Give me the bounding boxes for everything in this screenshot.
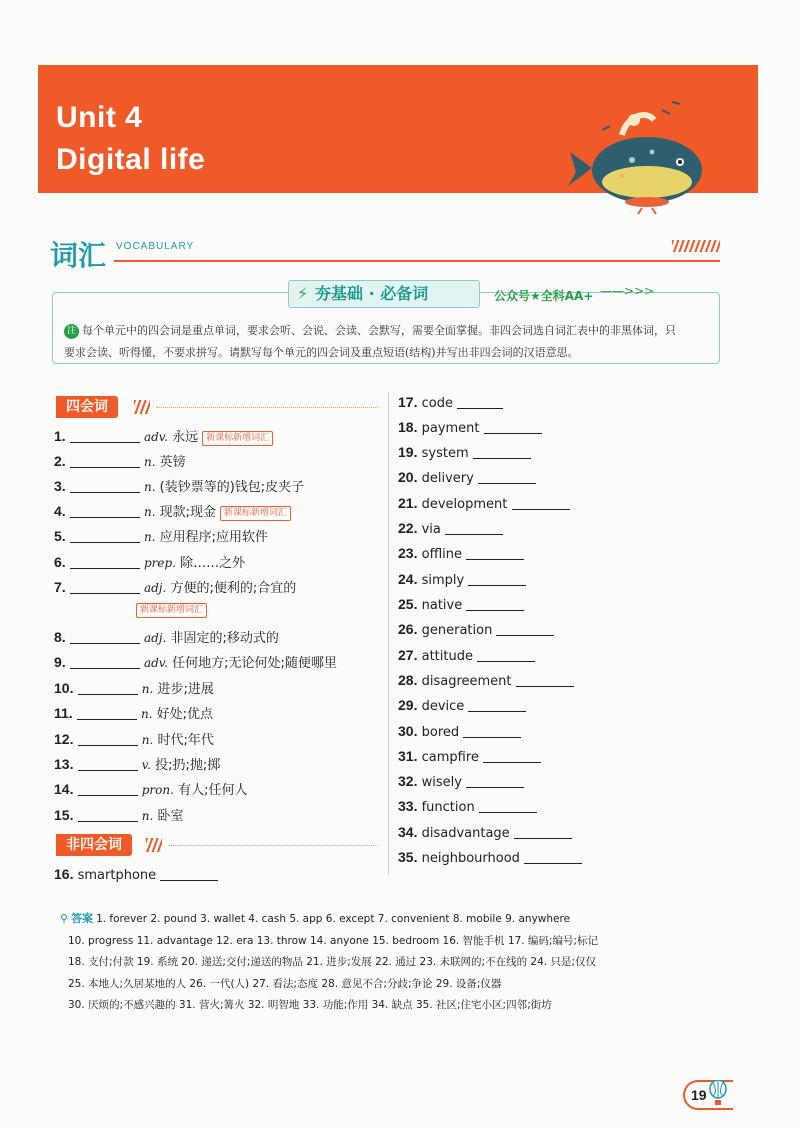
- new-word-stamp: 新课标新增词汇: [202, 431, 273, 446]
- vocab-entry: 8. adj. 非固定的;移动式的: [54, 629, 279, 646]
- instructions-line-2: 要求会读、听得懂，不要求拼写。请默写每个单元的四会词及重点短语(结构)并写出非四会词的汉语意思。: [64, 346, 579, 359]
- four-skill-words-header: 四会词: [56, 396, 118, 418]
- vocabulary-header: [50, 232, 720, 272]
- answer-blank[interactable]: [78, 734, 138, 746]
- vocab-entry: 3. n. (装钞票等的)钱包;皮夹子: [54, 478, 305, 495]
- vocab-entry: 29. device: [398, 696, 526, 716]
- nonfour-entry: 16. smartphone: [54, 865, 218, 885]
- vocab-entry: 33. function: [398, 797, 537, 817]
- answer-blank[interactable]: [468, 700, 526, 712]
- non-four-skill-words-header: 非四会词: [56, 834, 132, 856]
- page-number: 19: [683, 1080, 733, 1110]
- vocab-entry: 26. generation: [398, 620, 554, 640]
- answer-blank[interactable]: [468, 574, 526, 586]
- new-word-stamp: 新课标新增词汇: [220, 506, 291, 521]
- vocab-entry: 6. prep. 除……之外: [54, 554, 246, 571]
- answer-blank[interactable]: [466, 776, 524, 788]
- answer-line-1: 1. forever 2. pound 3. wallet 4. cash 5. app 6. except 7. convenient 8. mobile 9. anywhere: [96, 913, 571, 925]
- vocab-entry: 19. system: [398, 443, 531, 463]
- answer-blank[interactable]: [70, 582, 140, 594]
- vocab-entry: 23. offline: [398, 544, 524, 564]
- section-tab: [288, 280, 480, 308]
- vocab-entry: 4. n. 现款;现金 新课标新增词汇: [54, 502, 291, 522]
- vocabulary-title-cn: 词汇: [50, 239, 107, 272]
- vocab-entry: 30. bored: [398, 722, 521, 742]
- answer-blank[interactable]: [70, 506, 140, 518]
- vocab-entry: 28. disagreement: [398, 671, 574, 691]
- vocab-entry: 11. n. 好处;优点: [54, 705, 214, 722]
- answer-blank[interactable]: [160, 869, 218, 881]
- vocab-entry: 17. code: [398, 393, 503, 413]
- vocab-entry: 2. n. 英镑: [54, 453, 186, 470]
- vocab-entry: 35. neighbourhood: [398, 848, 582, 868]
- answer-blank[interactable]: [70, 456, 140, 468]
- answer-blank[interactable]: [70, 632, 140, 644]
- vocab-entry: 22. via: [398, 519, 503, 539]
- vocab-entry: 25. native: [398, 595, 524, 615]
- vocab-entry: 15. n. 卧室: [54, 807, 184, 824]
- answer-line-2: 10. progress 11. advantage 12. era 13. throw 14. anyone 15. bedroom 16. 智能手机 17. 编码;编号;标记: [68, 934, 599, 947]
- vocab-entry: 12. n. 时代;年代: [54, 731, 214, 748]
- answer-blank[interactable]: [77, 708, 137, 720]
- vocabulary-title-en: VOCABULARY: [116, 241, 195, 252]
- new-word-stamp: 新课标新增词汇: [136, 603, 207, 618]
- answer-blank[interactable]: [512, 498, 570, 510]
- vocab-entry: 27. attitude: [398, 646, 535, 666]
- section-stripe: [134, 400, 150, 414]
- answer-key-label: 答案: [71, 912, 94, 925]
- vocab-entry: 21. development: [398, 494, 570, 514]
- answer-blank[interactable]: [466, 548, 524, 560]
- vocab-entry: 7. adj. 方便的;便利的;合宜的: [54, 579, 297, 596]
- vocab-entry: 9. adv. 任何地方;无论何处;随便哪里: [54, 654, 337, 671]
- answer-blank[interactable]: [484, 422, 542, 434]
- vocab-entry: 1. adv. 永远 新课标新增词汇: [54, 427, 273, 447]
- arrows-decoration: ——>>>: [600, 284, 655, 298]
- header-rule: [114, 260, 720, 262]
- vocab-entry: 5. n. 应用程序;应用软件: [54, 528, 269, 545]
- answer-blank[interactable]: [524, 852, 582, 864]
- whale-illustration: [562, 90, 722, 215]
- answer-blank[interactable]: [466, 599, 524, 611]
- answer-blank[interactable]: [70, 431, 140, 443]
- section-stripe: [146, 838, 162, 852]
- vocab-entry: 20. delivery: [398, 468, 536, 488]
- vocab-entry: 14. pron. 有人;任何人: [54, 781, 248, 798]
- unit-title: Digital life: [56, 143, 206, 176]
- answer-blank[interactable]: [78, 784, 138, 796]
- answer-blank[interactable]: [463, 726, 521, 738]
- answer-blank[interactable]: [78, 810, 138, 822]
- answer-blank[interactable]: [78, 759, 138, 771]
- answer-blank[interactable]: [457, 397, 503, 409]
- answer-blank[interactable]: [70, 531, 140, 543]
- vocab-entry: 34. disadvantage: [398, 823, 572, 843]
- instructions-line-1: 每个单元中的四会词是重点单词，要求会听、会说、会读、会默写，需要全面掌握。非四会词选自词汇表中的非黑体词，只: [82, 324, 676, 337]
- answer-blank[interactable]: [496, 624, 554, 636]
- balloon-icon: [708, 1080, 728, 1106]
- note-badge: 注: [64, 324, 79, 339]
- answer-blank[interactable]: [516, 675, 574, 687]
- answer-line-3: 18. 支付;付款 19. 系统 20. 递送;交付;递送的物品 21. 进步;发展 22. 通过 23. 未联网的;不在线的 24. 只是;仅仅: [68, 956, 597, 968]
- answer-blank[interactable]: [483, 751, 541, 763]
- answer-blank[interactable]: [70, 657, 140, 669]
- instructions-text: [64, 320, 712, 364]
- answer-line-4: 25. 本地人;久居某地的人 26. 一代(人) 27. 看法;态度 28. 意见不合;分歧;争论 29. 设备;仪器: [68, 977, 502, 990]
- unit-number: Unit 4: [56, 101, 143, 134]
- answer-key: [60, 908, 740, 1017]
- answer-blank[interactable]: [70, 557, 140, 569]
- vocab-entry: 31. campfire: [398, 747, 541, 767]
- answer-blank[interactable]: [70, 481, 140, 493]
- section-tab-label: 夯基础 · 必备词: [315, 284, 429, 303]
- source-label: 公众号★全科AA+: [494, 289, 594, 303]
- vocab-entry: 24. simply: [398, 570, 526, 590]
- answer-blank[interactable]: [478, 472, 536, 484]
- key-icon: ⚲: [60, 912, 69, 925]
- dotted-rule: [168, 845, 378, 846]
- vocab-entry: 10. n. 进步;进展: [54, 680, 214, 697]
- answer-blank[interactable]: [445, 523, 503, 535]
- answer-blank[interactable]: [473, 447, 531, 459]
- answer-blank[interactable]: [479, 801, 537, 813]
- column-divider: [388, 393, 389, 875]
- header-hatch: [672, 240, 720, 252]
- answer-blank[interactable]: [514, 827, 572, 839]
- vocab-entry: 18. payment: [398, 418, 542, 438]
- vocab-entry: 32. wisely: [398, 772, 524, 792]
- answer-blank[interactable]: [78, 683, 138, 695]
- answer-blank[interactable]: [477, 650, 535, 662]
- dotted-rule: [156, 407, 378, 408]
- answer-line-5: 30. 厌烦的;不感兴趣的 31. 营火;篝火 32. 明智地 33. 功能;作用 34. 缺点 35. 社区;住宅小区;四邻;街坊: [68, 999, 552, 1011]
- sparkle-icon: ⚡: [297, 284, 309, 303]
- vocab-entry: 13. v. 投;扔;抛;掷: [54, 756, 221, 773]
